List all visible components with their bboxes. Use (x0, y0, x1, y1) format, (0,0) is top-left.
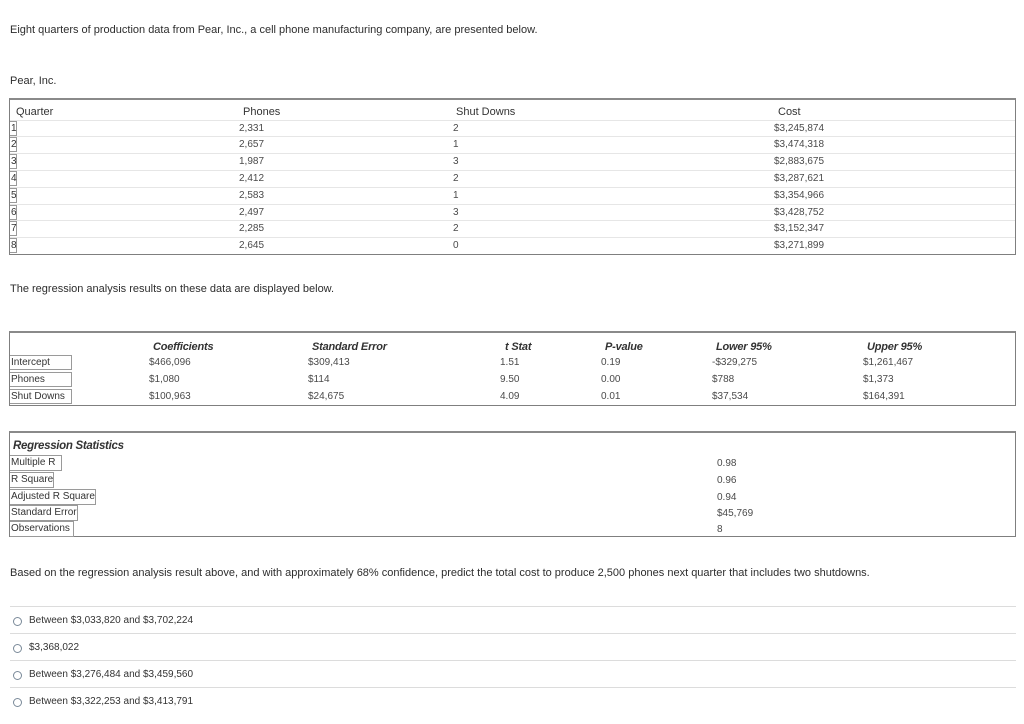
se-cell: $114 (308, 374, 330, 385)
phones-cell: 2,497 (239, 207, 265, 218)
table-row (10, 120, 1015, 136)
stat-value: 0.96 (717, 475, 737, 486)
table-row (10, 472, 1015, 489)
header-coefficients: Coefficients (153, 341, 214, 353)
table-row (10, 237, 1015, 253)
row-label-phones: Phones (10, 372, 72, 387)
table-row (10, 153, 1015, 169)
radio-button[interactable] (13, 644, 22, 653)
header-t-stat: t Stat (505, 341, 532, 353)
row-label-shut-downs: Shut Downs (10, 389, 72, 404)
shutdowns-cell: 0 (453, 240, 459, 251)
cost-cell: $3,428,752 (774, 207, 825, 218)
table-row (10, 505, 1015, 522)
phones-cell: 2,285 (239, 223, 265, 234)
quarter-cell: 8 (11, 240, 17, 251)
intro-text: Eight quarters of production data from Pear, Inc., a cell phone manufacturing company, are presented below. (10, 24, 538, 36)
regression-intro: The regression analysis results on these data are displayed below. (10, 283, 335, 295)
row-label-intercept: Intercept (10, 355, 72, 370)
shutdowns-cell: 3 (453, 156, 459, 167)
shutdowns-cell: 2 (453, 123, 459, 134)
answer-option-label: Between $3,322,253 and $3,413,791 (29, 696, 194, 707)
stat-value: 0.98 (717, 458, 737, 469)
stat-label: Observations (10, 521, 74, 537)
header-standard-error: Standard Error (312, 341, 387, 353)
table-row (10, 489, 1015, 506)
production-table (9, 98, 1016, 255)
answer-option-label: Between $3,276,484 and $3,459,560 (29, 669, 194, 680)
phones-cell: 2,331 (239, 123, 265, 134)
lower-95-cell: $788 (712, 374, 735, 385)
quarter-cell: 5 (11, 190, 17, 201)
cost-cell: $3,474,318 (774, 139, 825, 150)
answer-option[interactable] (10, 660, 1016, 687)
t-stat-cell: 1.51 (500, 357, 520, 368)
quarter-cell: 7 (11, 223, 17, 234)
quarter-cell: 4 (11, 173, 17, 184)
regression-statistics-table (9, 431, 1016, 537)
table-row (10, 136, 1015, 152)
shutdowns-cell: 3 (453, 207, 459, 218)
header-lower-95: Lower 95% (716, 341, 772, 353)
stat-value: 8 (717, 524, 723, 535)
header-shut-downs: Shut Downs (456, 106, 516, 118)
coef-cell: $100,963 (149, 391, 191, 402)
stat-label: Adjusted R Square (10, 489, 96, 505)
phones-cell: 2,412 (239, 173, 265, 184)
coef-cell: $1,080 (149, 374, 180, 385)
table-row (10, 389, 1015, 405)
upper-95-cell: $1,261,467 (863, 357, 914, 368)
lower-95-cell: $37,534 (712, 391, 749, 402)
p-value-cell: 0.00 (601, 374, 621, 385)
shutdowns-cell: 2 (453, 173, 459, 184)
table-row (10, 455, 1015, 472)
answer-option[interactable] (10, 687, 1016, 714)
shutdowns-cell: 1 (453, 190, 459, 201)
header-cost: Cost (778, 106, 801, 118)
header-upper-95: Upper 95% (867, 341, 923, 353)
t-stat-cell: 9.50 (500, 374, 520, 385)
answer-option-label: $3,368,022 (29, 642, 80, 653)
stat-label: Standard Error (10, 505, 78, 521)
table-row (10, 355, 1015, 371)
answer-option[interactable] (10, 606, 1016, 633)
cost-cell: $3,245,874 (774, 123, 825, 134)
stat-value: 0.94 (717, 492, 737, 503)
cost-cell: $3,354,966 (774, 190, 825, 201)
phones-cell: 2,657 (239, 139, 265, 150)
cost-cell: $3,271,899 (774, 240, 825, 251)
radio-button[interactable] (13, 698, 22, 707)
upper-95-cell: $164,391 (863, 391, 905, 402)
t-stat-cell: 4.09 (500, 391, 520, 402)
header-p-value: P-value (605, 341, 643, 353)
answer-option[interactable] (10, 633, 1016, 660)
quarter-cell: 3 (11, 156, 17, 167)
cost-cell: $3,152,347 (774, 223, 825, 234)
company-name: Pear, Inc. (10, 75, 57, 87)
p-value-cell: 0.19 (601, 357, 621, 368)
quarter-cell: 2 (11, 139, 17, 150)
table-row (10, 170, 1015, 186)
coefficients-table (9, 331, 1016, 406)
header-phones: Phones (243, 106, 281, 118)
cost-cell: $3,287,621 (774, 173, 825, 184)
se-cell: $24,675 (308, 391, 345, 402)
phones-cell: 2,583 (239, 190, 265, 201)
stat-value: $45,769 (717, 508, 754, 519)
statistics-title: Regression Statistics (13, 440, 124, 452)
table-row (10, 187, 1015, 203)
header-quarter: Quarter (16, 106, 54, 118)
quarter-cell: 6 (11, 207, 17, 218)
phones-cell: 2,645 (239, 240, 265, 251)
table-row (10, 521, 1015, 538)
coef-cell: $466,096 (149, 357, 191, 368)
lower-95-cell: -$329,275 (712, 357, 758, 368)
cost-cell: $2,883,675 (774, 156, 825, 167)
stat-label: Multiple R (10, 455, 62, 471)
table-row (10, 204, 1015, 220)
table-row (10, 220, 1015, 236)
p-value-cell: 0.01 (601, 391, 621, 402)
shutdowns-cell: 2 (453, 223, 459, 234)
upper-95-cell: $1,373 (863, 374, 894, 385)
table-row (10, 372, 1015, 388)
phones-cell: 1,987 (239, 156, 265, 167)
quarter-cell: 1 (11, 123, 17, 134)
radio-button[interactable] (13, 617, 22, 626)
shutdowns-cell: 1 (453, 139, 459, 150)
question-text: Based on the regression analysis result above, and with approximately 68% confidence, predict the total cost to produce 2,500 phones next quarter that includes two shutdowns. (10, 567, 870, 579)
se-cell: $309,413 (308, 357, 350, 368)
radio-button[interactable] (13, 671, 22, 680)
stat-label: R Square (10, 472, 54, 488)
answer-option-label: Between $3,033,820 and $3,702,224 (29, 615, 194, 626)
